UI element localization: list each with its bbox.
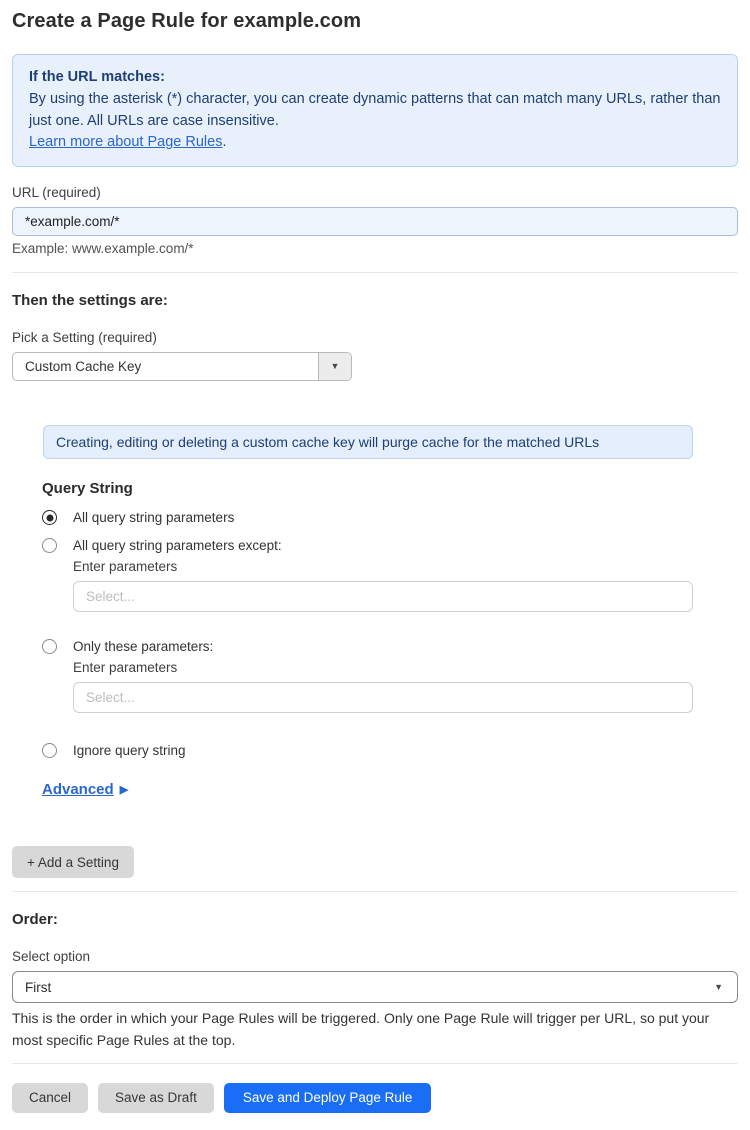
order-select-label: Select option (12, 949, 91, 964)
radio-icon[interactable] (42, 743, 57, 758)
radio-label: Ignore query string (73, 743, 186, 758)
advanced-link[interactable] (42, 781, 128, 798)
radio-label: Only these parameters: (73, 639, 214, 654)
radio-label: All query string parameters (73, 510, 235, 525)
chevron-down-icon: ▼ (714, 981, 723, 992)
order-heading: Order: (12, 911, 58, 928)
radio-option-all-params[interactable] (42, 510, 738, 525)
url-example-text: Example: www.example.com/* (12, 241, 194, 256)
cache-key-notice: Creating, editing or deleting a custom cache key will purge cache for the matched URLs (43, 425, 693, 459)
only-params-block (73, 660, 738, 713)
info-box-heading: If the URL matches: (29, 69, 165, 85)
radio-icon[interactable] (42, 538, 57, 553)
except-params-block (73, 559, 738, 612)
radio-option-ignore-query-string[interactable] (42, 743, 738, 758)
info-box-body: By using the asterisk (*) character, you can create dynamic patterns that can match many URLs, rather than just one. All URLs are case insensitive. (29, 90, 721, 129)
setting-dropdown-arrow-button[interactable] (318, 353, 351, 380)
save-and-deploy-button[interactable]: Save and Deploy Page Rule (224, 1083, 432, 1113)
save-as-draft-button[interactable]: Save as Draft (98, 1083, 214, 1113)
settings-heading: Then the settings are: (12, 292, 168, 309)
url-input[interactable] (12, 207, 738, 236)
query-string-heading: Query String (42, 480, 133, 497)
order-select[interactable] (12, 971, 738, 1003)
link-suffix: . (222, 134, 227, 151)
cancel-button[interactable]: Cancel (12, 1083, 88, 1113)
divider (12, 272, 738, 273)
order-select-value: First (25, 979, 52, 995)
except-parameters-input[interactable] (73, 581, 693, 612)
enter-parameters-label: Enter parameters (73, 559, 178, 574)
query-string-section (42, 480, 738, 798)
setting-dropdown[interactable] (12, 352, 352, 381)
page-title: Create a Page Rule for example.com (12, 10, 362, 32)
divider (12, 891, 738, 892)
pick-setting-label: Pick a Setting (required) (12, 330, 157, 345)
enter-parameters-label: Enter parameters (73, 660, 178, 675)
info-box-link-line (29, 132, 721, 154)
add-setting-button[interactable]: + Add a Setting (12, 846, 134, 878)
chevron-down-icon: ▼ (330, 361, 340, 371)
advanced-link-label: Advanced (42, 781, 114, 798)
radio-option-all-except[interactable] (42, 538, 738, 553)
radio-option-only-these[interactable] (42, 639, 738, 654)
chevron-right-icon: ▶ (119, 784, 129, 796)
order-help-text: This is the order in which your Page Rules will be triggered. Only one Page Rule will trigger per URL, so put your most specific Page Rules at the top. (12, 1010, 710, 1048)
radio-icon[interactable] (42, 639, 57, 654)
radio-label: All query string parameters except: (73, 538, 282, 553)
url-field-label: URL (required) (12, 185, 101, 200)
divider (12, 1063, 738, 1064)
only-parameters-input[interactable] (73, 682, 693, 713)
footer-actions (12, 1083, 738, 1113)
learn-more-link[interactable]: Learn more about Page Rules (29, 134, 223, 151)
setting-dropdown-value: Custom Cache Key (25, 359, 142, 374)
radio-icon[interactable] (42, 510, 57, 525)
url-match-info-box (12, 54, 738, 167)
